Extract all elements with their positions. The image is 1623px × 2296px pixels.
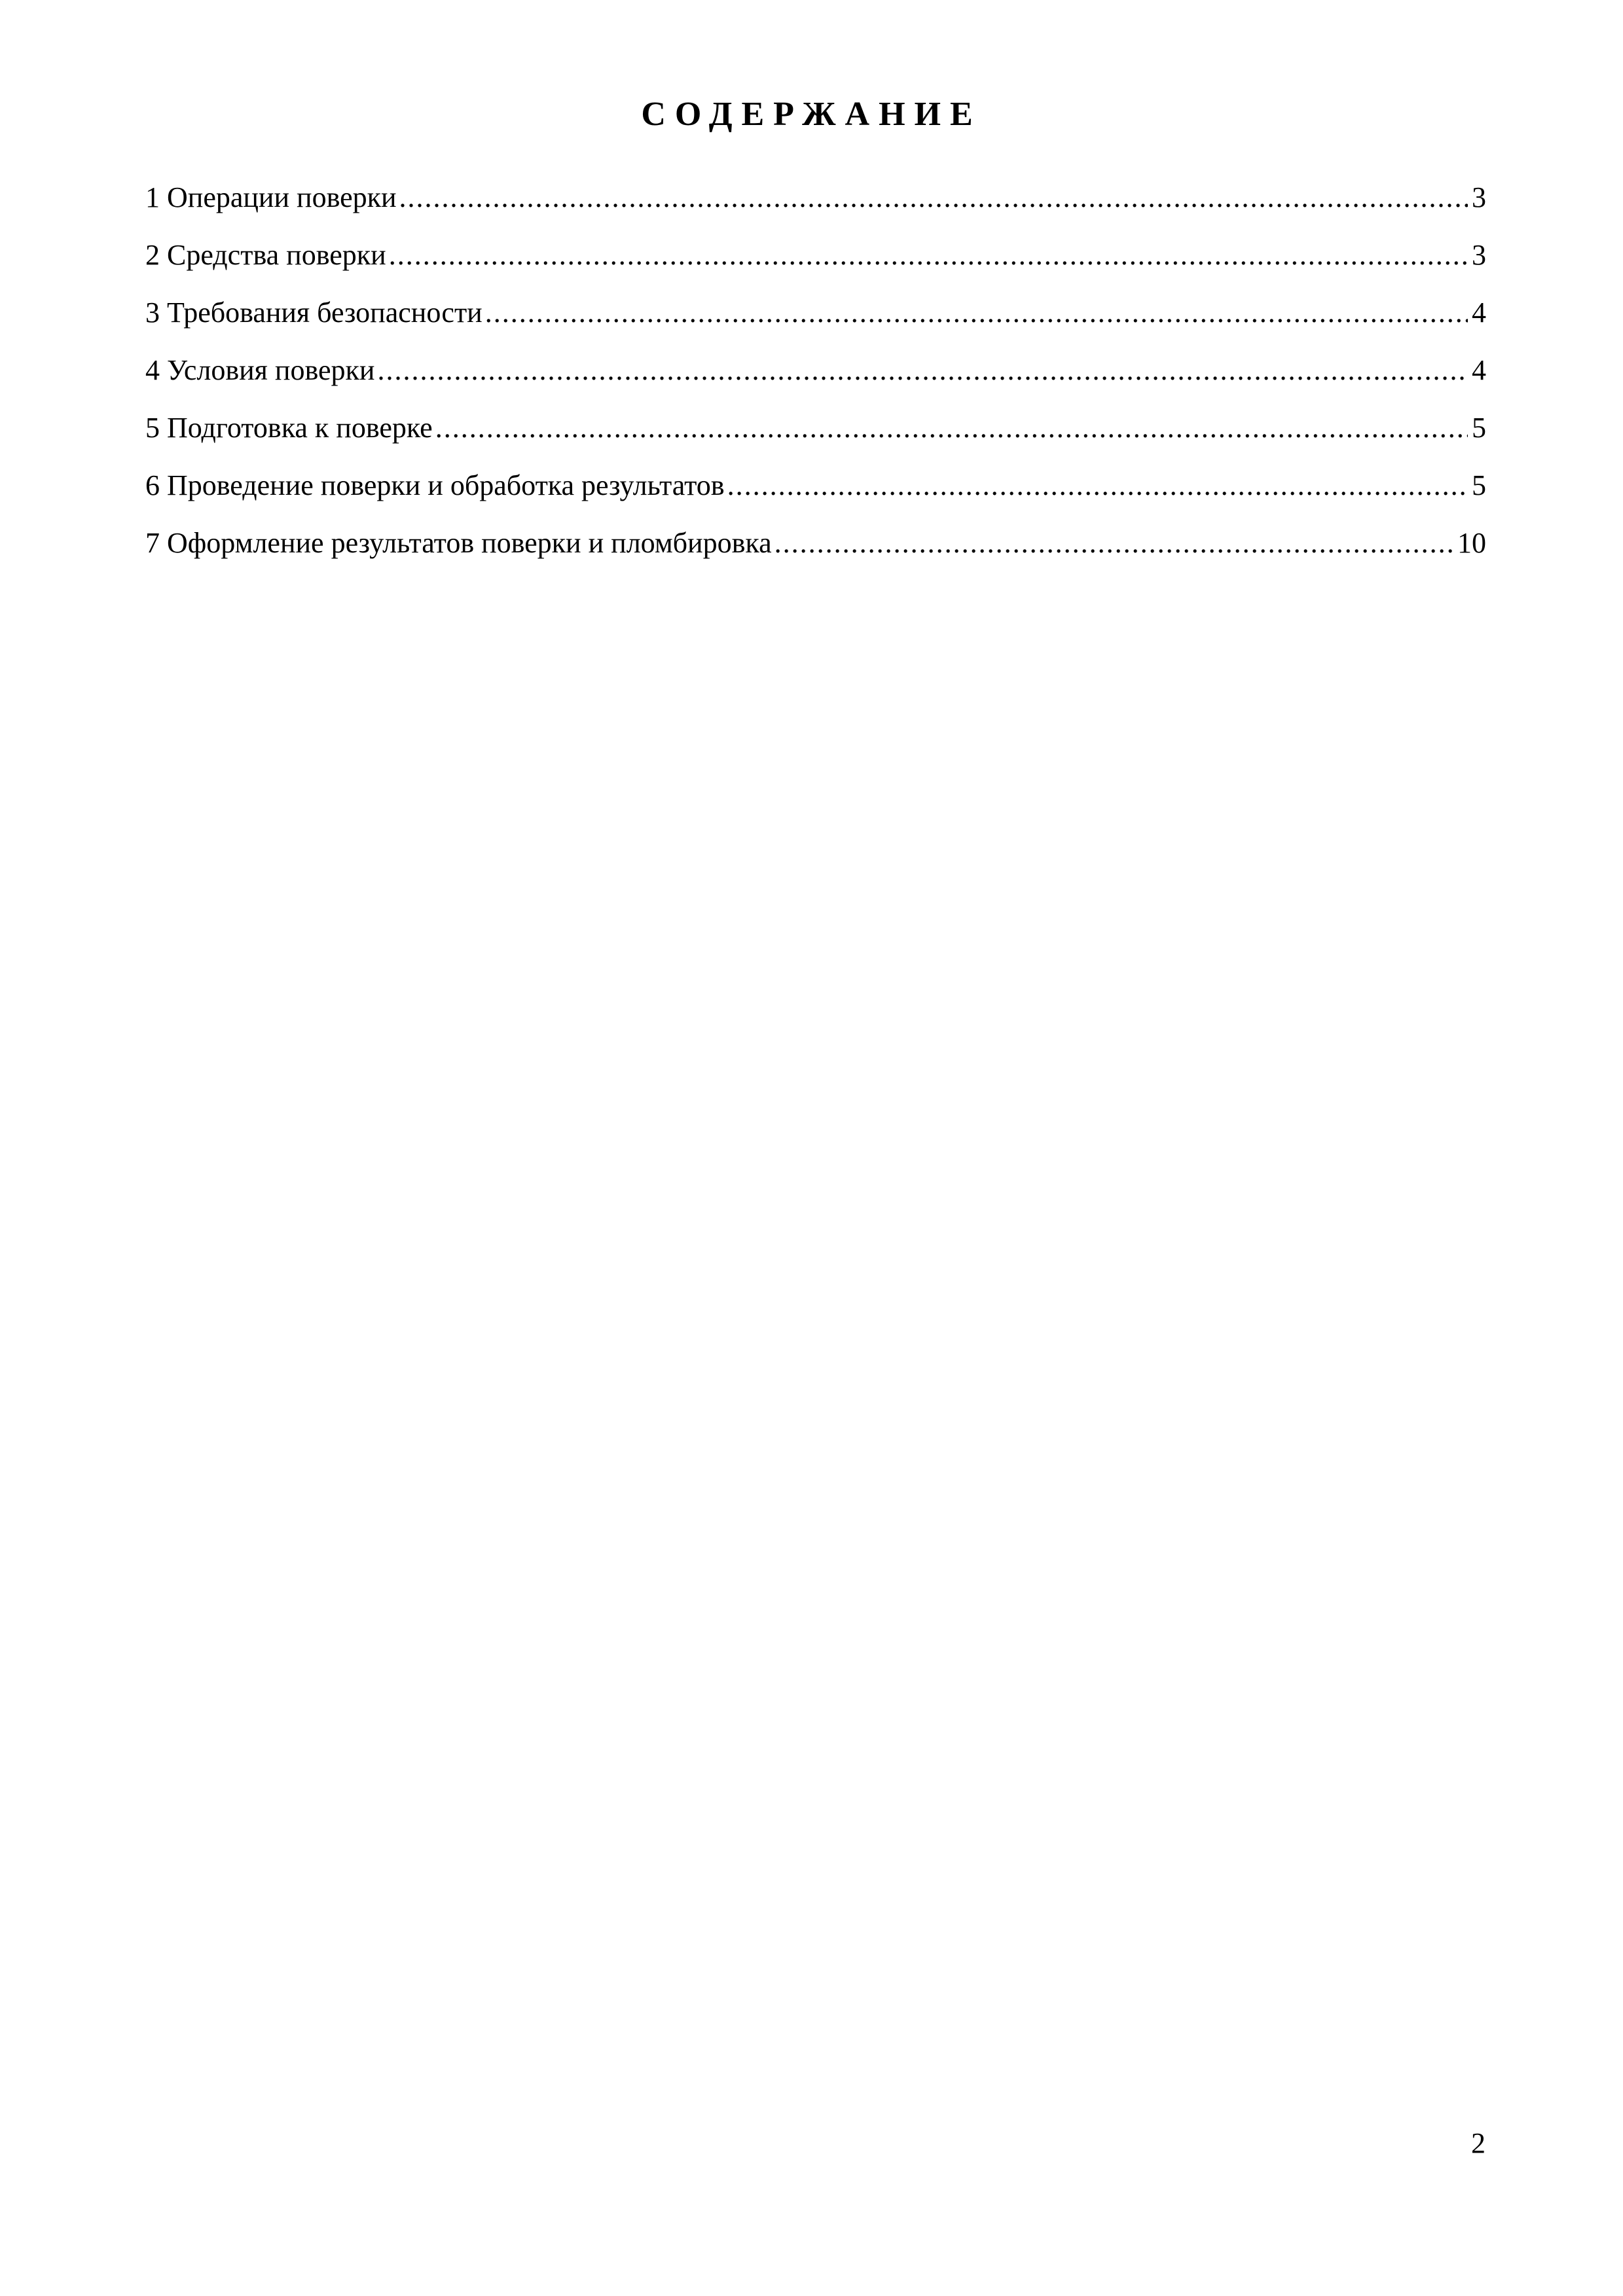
toc-entry-page: 3	[1472, 239, 1486, 271]
toc-entry-text: 5 Подготовка к поверке	[145, 412, 433, 444]
toc-entry-5[interactable]	[145, 408, 1486, 466]
toc-entry-text: 4 Условия поверки	[145, 354, 375, 386]
toc-entry-page: 5	[1472, 469, 1486, 501]
dot-leader	[775, 524, 1455, 563]
toc-entry-3[interactable]	[145, 293, 1486, 351]
table-of-contents	[145, 178, 1486, 581]
dot-leader	[727, 466, 1468, 505]
dot-leader	[377, 351, 1468, 390]
dot-leader	[399, 178, 1468, 217]
toc-entry-6[interactable]	[145, 466, 1486, 524]
dot-leader	[485, 293, 1468, 332]
toc-entry-page: 3	[1472, 181, 1486, 213]
toc-entry-page: 10	[1457, 527, 1486, 559]
toc-entry-text: 1 Операции поверки	[145, 181, 397, 213]
toc-entry-1[interactable]	[145, 178, 1486, 236]
toc-entry-text: 2 Средства поверки	[145, 239, 386, 271]
page-number: 2	[1471, 2127, 1486, 2159]
toc-entry-text: 6 Проведение поверки и обработка результатов	[145, 469, 725, 501]
toc-entry-7[interactable]	[145, 524, 1486, 581]
toc-entry-4[interactable]	[145, 351, 1486, 408]
dot-leader	[435, 408, 1468, 448]
toc-entry-text: 3 Требования безопасности	[145, 296, 483, 329]
toc-entry-2[interactable]	[145, 236, 1486, 293]
page-title: СОДЕРЖАНИЕ	[641, 96, 982, 133]
dot-leader	[389, 236, 1468, 275]
toc-entry-page: 5	[1472, 412, 1486, 444]
toc-entry-page: 4	[1472, 296, 1486, 329]
toc-entry-text: 7 Оформление результатов поверки и пломбировка	[145, 527, 772, 559]
toc-entry-page: 4	[1472, 354, 1486, 386]
